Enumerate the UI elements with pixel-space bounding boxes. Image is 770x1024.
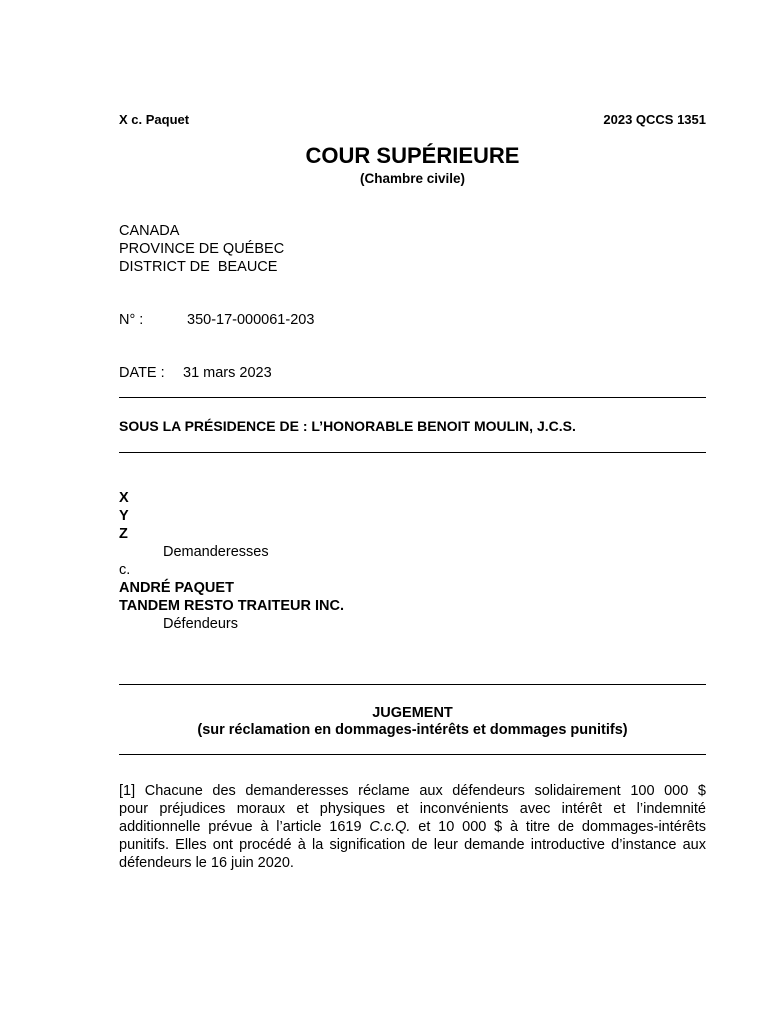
plaintiffs-role: Demanderesses	[163, 544, 269, 560]
paragraph-line: défendeurs le 16 juin 2020.	[119, 855, 294, 871]
divider-rule	[119, 397, 706, 398]
court-chamber: (Chambre civile)	[359, 171, 466, 186]
paragraph-text: additionnelle prévue à l’article 1619	[119, 819, 370, 835]
date-label: DATE :	[119, 365, 165, 381]
jurisdiction-district: DISTRICT DE BEAUCE	[119, 259, 278, 275]
defendant-name: TANDEM RESTO TRAITEUR INC.	[119, 598, 345, 614]
parties-block	[119, 489, 344, 633]
paragraph-line: pour préjudices moraux et physiques et inconvénients avec intérêt et l’indemnité	[119, 801, 706, 817]
code-civil-citation: C.c.Q.	[369, 819, 411, 835]
divider-rule	[119, 754, 706, 755]
file-number-value: 350-17-000061-203	[187, 312, 315, 328]
versus: c.	[119, 562, 131, 578]
jurisdiction-province: PROVINCE DE QUÉBEC	[119, 241, 285, 257]
judgment-subtitle: (sur réclamation en dommages-intérêts et dommages punitifs)	[197, 722, 628, 738]
plaintiff-name: X	[119, 490, 129, 506]
judgment-title: JUGEMENT	[372, 705, 453, 721]
file-number-label: N° :	[119, 312, 144, 328]
paragraph-text: et 10 000 $ à titre de dommages-intérêts	[410, 819, 706, 835]
defendant-name: ANDRÉ PAQUET	[119, 580, 234, 596]
citation: 2023 QCCS 1351	[603, 112, 706, 127]
paragraph-line: [1] Chacune des demanderesses réclame aux défendeurs solidairement 100 000 $	[119, 783, 706, 799]
jurisdiction-block	[119, 222, 284, 276]
date-value: 31 mars 2023	[183, 365, 272, 381]
plaintiff-name: Z	[119, 526, 128, 542]
divider-rule	[119, 452, 706, 453]
court-name: COUR SUPÉRIEURE	[305, 143, 520, 168]
defendants-role: Défendeurs	[163, 616, 238, 632]
paragraph-1	[119, 782, 706, 872]
presiding-judge: SOUS LA PRÉSIDENCE DE : L’HONORABLE BENOIT MOULIN, J.C.S.	[119, 418, 576, 434]
plaintiff-name: Y	[119, 508, 129, 524]
case-name: X c. Paquet	[119, 112, 190, 127]
paragraph-line	[119, 818, 706, 836]
paragraph-line: punitifs. Elles ont procédé à la signification de leur demande introductive d’instance aux	[119, 837, 706, 853]
jurisdiction-country: CANADA	[119, 223, 180, 239]
divider-rule	[119, 684, 706, 685]
